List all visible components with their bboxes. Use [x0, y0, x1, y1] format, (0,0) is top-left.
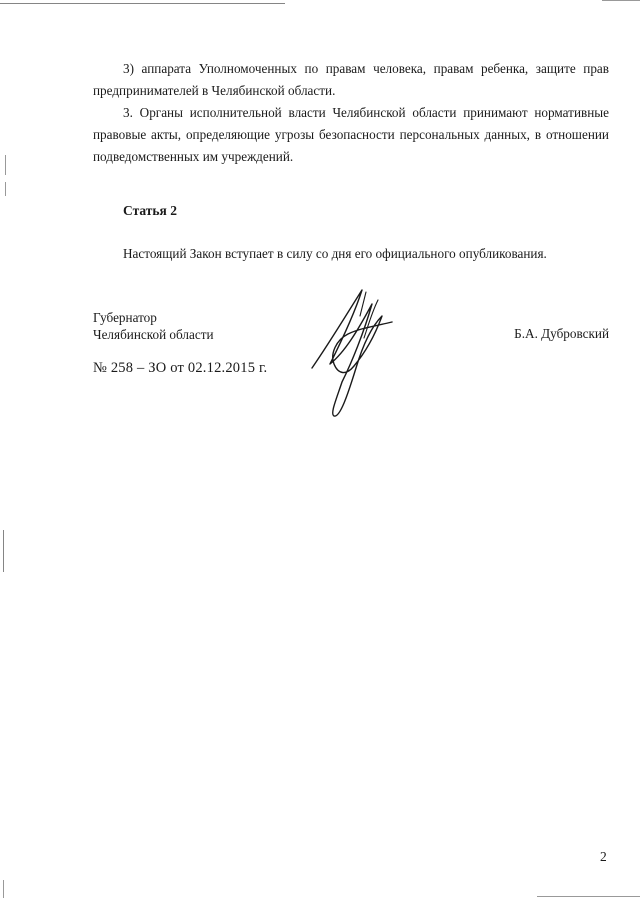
- scan-artifact-left-3: [3, 530, 4, 572]
- signatory-title-line1: Губернатор: [93, 310, 157, 325]
- scan-artifact-left-1: [5, 155, 6, 175]
- handwritten-signature: [300, 282, 400, 422]
- scan-artifact-top-right: [602, 0, 640, 1]
- law-number-and-date: № 258 – ЗО от 02.12.2015 г.: [93, 360, 268, 376]
- article-heading: Статья 2: [123, 203, 177, 218]
- signatory-title-line2: Челябинской области: [93, 327, 214, 342]
- scan-artifact-bottom-right: [537, 896, 640, 897]
- scan-artifact-left-4: [3, 880, 4, 898]
- paragraph-item-3: 3) аппарата Уполномоченных по правам человека, правам ребенка, защите прав предпринимателей в Челябинской области.: [93, 61, 609, 98]
- scan-artifact-top: [0, 3, 285, 4]
- article-text: Настоящий Закон вступает в силу со дня его официального опубликования.: [123, 246, 547, 261]
- signatory-title: [93, 309, 214, 343]
- page-number: 2: [600, 849, 607, 864]
- scan-artifact-left-2: [5, 182, 6, 196]
- paragraph-clause-3: 3. Органы исполнительной власти Челябинской области принимают нормативные правовые акты, определяющие угрозы безопасности персональных данных, в отношении подведомственных им учреждений.: [93, 105, 609, 164]
- signatory-name: Б.А. Дубровский: [514, 326, 609, 341]
